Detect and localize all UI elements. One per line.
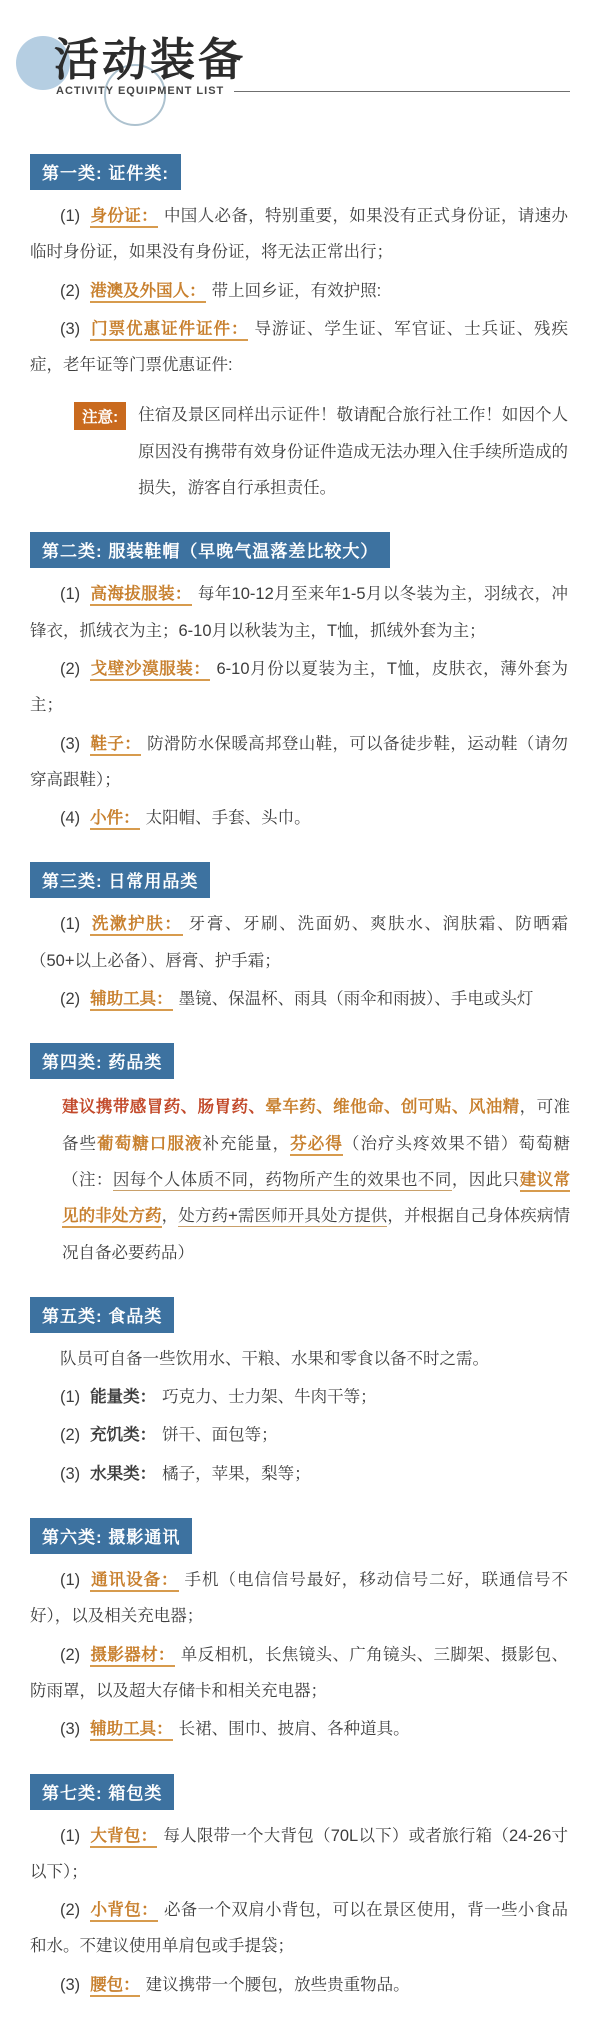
- item-number: (3): [60, 1464, 81, 1483]
- medicine-note-underlined: 因每个人体质不同，药物所产生的效果也不同: [112, 1170, 452, 1189]
- item-text: 太阳帽、手套、头巾。: [145, 809, 311, 828]
- divider-line: [234, 91, 570, 92]
- item-text: 橘子，苹果，梨等；: [162, 1464, 311, 1483]
- list-item: [30, 1456, 568, 1492]
- section-badge: 第四类: 药品类: [30, 1043, 174, 1079]
- item-keyword: 门票优惠证件证件：: [90, 320, 248, 341]
- notice-text: 住宿及景区同样出示证件！敬请配合旅行社工作！如因个人原因没有携带有效身份证件造成无法办理入住手续所造成的损失，游客自行承担责任。: [138, 406, 568, 498]
- medicine-text: ，并根据自己身体疾病情况自备必要药品）: [62, 1207, 571, 1262]
- item-number: (2): [60, 990, 81, 1009]
- item-keyword: 戈壁沙漠服装：: [90, 660, 210, 681]
- item-keyword: 通讯设备：: [90, 1571, 178, 1592]
- section-badge: 第六类: 摄影通讯: [30, 1518, 192, 1554]
- item-number: (2): [60, 659, 81, 678]
- item-keyword: 小背包：: [90, 1901, 158, 1922]
- item-keyword: 充饥类：: [90, 1426, 157, 1445]
- medicine-text: ，: [161, 1207, 179, 1226]
- item-keyword: 水果类：: [90, 1464, 157, 1483]
- medicine-text: 补充能量，: [202, 1134, 291, 1153]
- page-title: 活动装备: [54, 34, 247, 85]
- item-number: (1): [60, 1571, 81, 1590]
- item-number: (3): [60, 734, 81, 753]
- item-text: 每人限带一个大背包（70L以下）或者旅行箱（24-26寸以下）；: [30, 1826, 568, 1881]
- list-item: [30, 906, 568, 979]
- list-item: [30, 981, 568, 1017]
- page-header: [0, 0, 600, 128]
- item-text: 必备一个双肩小背包，可以在景区使用，背一些小食品和水。不建议使用单肩包或手提袋；: [30, 1901, 569, 1956]
- item-text: 防滑防水保暖高邦登山鞋，可以备徒步鞋，运动鞋（请勿穿高跟鞋）；: [30, 734, 569, 789]
- medicine-text: ，可准备些: [62, 1098, 571, 1153]
- item-number: (1): [60, 585, 81, 604]
- list-item: [30, 1637, 568, 1710]
- item-text: 中国人必备，特别重要，如果没有正式身份证，请速办临时身份证，如果没有身份证，将无法正常出行；: [30, 207, 569, 262]
- item-keyword: 辅助工具：: [90, 990, 173, 1011]
- item-keyword: 腰包：: [90, 1976, 140, 1997]
- item-number: (2): [60, 281, 81, 300]
- item-number: (2): [60, 1645, 81, 1664]
- section-badge: 第一类: 证件类:: [30, 154, 181, 190]
- item-text: 导游证、学生证、军官证、士兵证、残疾症，老年证等门票优惠证件:: [30, 319, 569, 375]
- item-text: 建议携带一个腰包，放些贵重物品。: [145, 1975, 410, 1994]
- notice-box: [74, 397, 568, 506]
- list-item: [30, 800, 568, 836]
- item-text: 6-10月份以夏装为主，T恤，皮肤衣，薄外套为主；: [30, 659, 569, 715]
- item-number: (1): [60, 1388, 81, 1407]
- item-keyword: 能量类：: [90, 1388, 157, 1407]
- list-item: [30, 1562, 568, 1635]
- medicine-note-underlined: 处方药+需医师开具处方提供: [178, 1207, 388, 1226]
- medicine-highlight-orange: 晕车药、维他命、创可贴、风油精: [265, 1098, 520, 1117]
- section-medicine: [0, 1043, 600, 1270]
- item-number: (2): [60, 1901, 81, 1920]
- item-text: 巧克力、士力架、牛肉干等；: [162, 1388, 377, 1407]
- section-photography: [0, 1518, 600, 1747]
- item-text: 单反相机，长焦镜头、广角镜头、三脚架、摄影包、防雨罩，以及超大存储卡和相关充电器；: [30, 1645, 569, 1700]
- item-number: (3): [60, 1975, 81, 1994]
- section-intro: 队员可自备一些饮用水、干粮、水果和零食以备不时之需。: [60, 1349, 489, 1368]
- item-keyword: 洗漱护肤：: [90, 915, 182, 936]
- item-keyword: 辅助工具：: [90, 1720, 173, 1741]
- item-text: 每年10-12月至来年1-5月以冬装为主，羽绒衣，冲锋衣，抓绒衣为主；6-10月以秋装为主，T恤，抓绒外套为主；: [30, 585, 568, 640]
- section-documents: [0, 154, 600, 506]
- item-keyword: 身份证：: [90, 207, 158, 228]
- list-item: [30, 1711, 568, 1747]
- item-keyword: 摄影器材：: [90, 1646, 175, 1667]
- item-number: (1): [60, 1826, 81, 1845]
- medicine-text: ，因此只: [451, 1170, 520, 1189]
- item-text: 墨镜、保温杯、雨具（雨伞和雨披）、手电或头灯: [178, 990, 534, 1009]
- list-item: [30, 273, 568, 309]
- medicine-paragraph: [62, 1089, 570, 1270]
- item-text: 带上回乡证，有效护照:: [211, 281, 382, 300]
- list-item: [30, 1379, 568, 1415]
- item-number: (4): [60, 809, 81, 828]
- list-item: [30, 1417, 568, 1453]
- list-item: [30, 1967, 568, 2003]
- page-subtitle: ACTIVITY EQUIPMENT LIST: [56, 85, 225, 98]
- item-text: 饼干、面包等；: [162, 1426, 278, 1445]
- medicine-highlight-red: 建议携带感冒药、肠胃药、: [62, 1098, 266, 1117]
- item-text: 长裙、围巾、披肩、各种道具。: [178, 1720, 410, 1739]
- list-item: [30, 198, 568, 271]
- section-daily-goods: [0, 862, 600, 1017]
- item-text: 手机（电信信号最好，移动信号二好，联通信号不好），以及相关充电器；: [30, 1571, 569, 1626]
- medicine-highlight-underlined: 建议常见的非处方药: [62, 1171, 570, 1228]
- item-keyword: 高海拔服装：: [90, 585, 192, 606]
- item-number: (3): [60, 319, 81, 338]
- section-badge: 第二类: 服装鞋帽（早晚气温落差比较大）: [30, 532, 390, 568]
- section-badge: 第五类: 食品类: [30, 1297, 174, 1333]
- notice-badge: 注意:: [74, 402, 126, 430]
- item-number: (1): [60, 207, 81, 225]
- medicine-highlight-underlined: 芬必得: [290, 1135, 343, 1156]
- medicine-text: （治疗头疼效果不错）萄萄糖（注：: [62, 1134, 571, 1189]
- item-number: (2): [60, 1426, 81, 1445]
- section-food: [0, 1297, 600, 1492]
- item-keyword: 鞋子：: [90, 735, 141, 756]
- section-clothing: [0, 532, 600, 836]
- item-keyword: 小件：: [90, 809, 140, 830]
- medicine-highlight-orange: 葡萄糖口服液: [97, 1134, 203, 1153]
- list-item: [30, 651, 568, 724]
- item-keyword: 港澳及外国人：: [90, 282, 206, 303]
- section-badge: 第三类: 日常用品类: [30, 862, 210, 898]
- section-bags: [0, 1774, 600, 2003]
- item-number: (3): [60, 1720, 81, 1739]
- list-item: [30, 726, 568, 799]
- section-badge: 第七类: 箱包类: [30, 1774, 174, 1810]
- list-item: [30, 576, 568, 649]
- list-item: [30, 1892, 568, 1965]
- list-item: [30, 1818, 568, 1891]
- item-keyword: 大背包：: [90, 1827, 157, 1848]
- list-item: [30, 311, 568, 384]
- item-text: 牙膏、牙刷、洗面奶、爽肤水、润肤霜、防晒霜（50+以上必备）、唇膏、护手霜；: [30, 915, 569, 970]
- item-number: (1): [60, 915, 81, 934]
